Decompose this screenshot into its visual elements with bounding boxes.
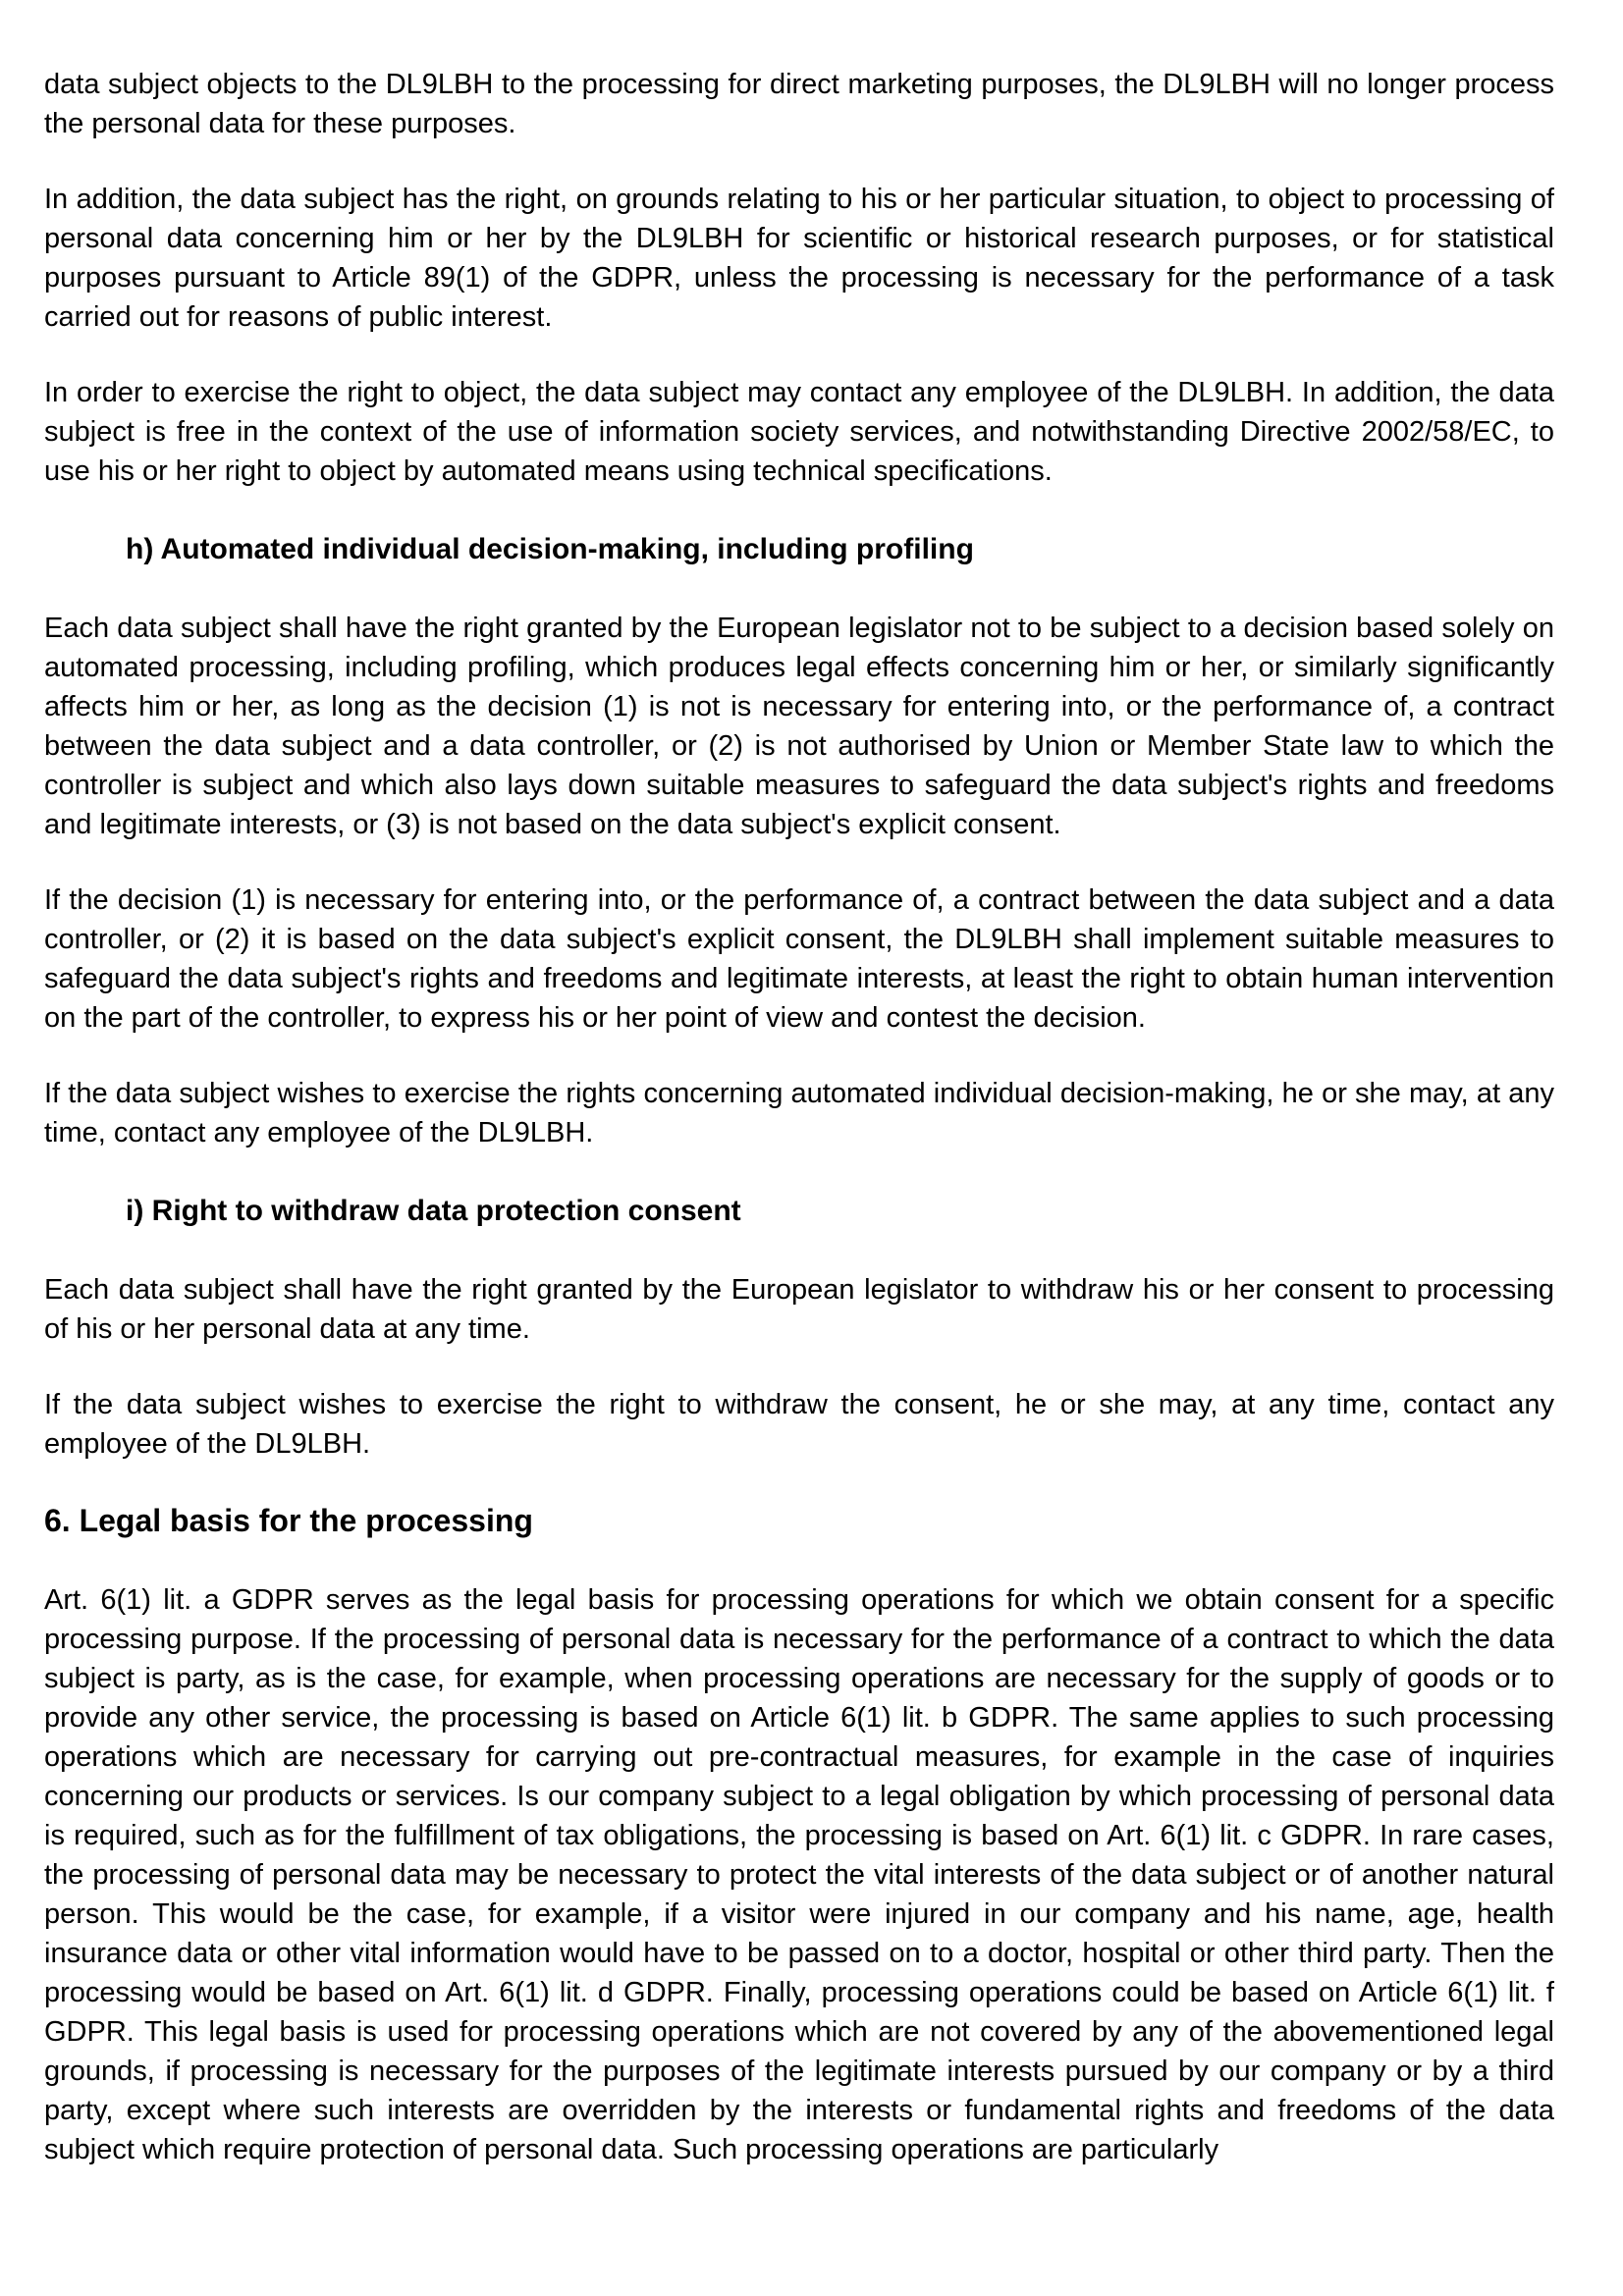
paragraph-automated-decision-right: Each data subject shall have the right granted by the European legislator not to be subject to a decision based solely on automated processing, including profiling, which produces legal effects concerning him or her, or similarly significantly affects him or her, as long as the decision (1) is not is necessary for entering into, or the performance of, a contract between the data subject and a data controller, or (2) is not authorised by Union or Member State law to which the controller is subject and which also lays down suitable measures to safeguard the data subject's rights and freedoms and legitimate interests, or (3) is not based on the data subject's explicit consent. bbox=[44, 613, 1554, 840]
paragraph-continuation: data subject objects to the DL9LBH to the processing for direct marketing purposes, the DL9LBH will no longer process the personal data for these purposes. bbox=[44, 69, 1554, 139]
subsection-heading-h: h) Automated individual decision-making, including profiling bbox=[126, 533, 974, 565]
section-heading-legal-basis: 6. Legal basis for the processing bbox=[44, 1503, 533, 1538]
paragraph-withdraw-consent-right: Each data subject shall have the right granted by the European legislator to withdraw his or her consent to processing of his or her personal data at any time. bbox=[44, 1274, 1554, 1345]
paragraph-legal-basis-body: Art. 6(1) lit. a GDPR serves as the legal basis for processing operations for which we obtain consent for a specific processing purpose. If the processing of personal data is necessary for the performance of a contract to which the data subject is party, as is the case, for example, when processing operations are necessary for the supply of goods or to provide any other service, the processing is based on Article 6(1) lit. b GDPR. The same applies to such processing operations which are necessary for carrying out pre-contractual measures, for example in the case of inquiries concerning our products or services. Is our company subject to a legal obligation by which processing of personal data is required, such as for the fulfillment of tax obligations, the processing is based on Art. 6(1) lit. c GDPR. In rare cases, the processing of personal data may be necessary to protect the vital interests of the data subject or of another natural person. This would be the case, for example, if a visitor were injured in our company and his name, age, health insurance data or other vital information would have to be passed on to a doctor, hospital or other third party. Then the processing would be based on Art. 6(1) lit. d GDPR. Finally, processing operations could be based on Article 6(1) lit. f GDPR. This legal basis is used for processing operations which are not covered by any of the abovementioned legal grounds, if processing is necessary for the purposes of the legitimate interests pursued by our company or by a third party, except where such interests are overridden by the interests or fundamental rights and freedoms of the data subject which require protection of personal data. Such processing operations are particularly bbox=[44, 1584, 1554, 2165]
paragraph-automated-decision-safeguards: If the decision (1) is necessary for entering into, or the performance of, a contract between the data subject and a data controller, or (2) it is based on the data subject's explicit consent, the DL9LBH shall implement suitable measures to safeguard the data subject's rights and freedoms and legitimate interests, at least the right to obtain human intervention on the part of the controller, to express his or her point of view and contest the decision. bbox=[44, 884, 1554, 1034]
document-body bbox=[44, 65, 1554, 2169]
subsection-heading-i: i) Right to withdraw data protection consent bbox=[126, 1195, 741, 1227]
paragraph-right-to-object: In addition, the data subject has the right, on grounds relating to his or her particular situation, to object to processing of personal data concerning him or her by the DL9LBH for scientific or historical research purposes, or for statistical purposes pursuant to Article 89(1) of the GDPR, unless the processing is necessary for the performance of a task carried out for reasons of public interest. bbox=[44, 184, 1554, 333]
paragraph-withdraw-consent-contact: If the data subject wishes to exercise the right to withdraw the consent, he or she may, at any time, contact any employee of the DL9LBH. bbox=[44, 1389, 1554, 1460]
paragraph-exercise-right-to-object: In order to exercise the right to object, the data subject may contact any employee of the DL9LBH. In addition, the data subject is free in the context of the use of information society services, and notwithstanding Directive 2002/58/EC, to use his or her right to object by automated means using technical specifications. bbox=[44, 377, 1554, 487]
paragraph-automated-decision-contact: If the data subject wishes to exercise the rights concerning automated individual decision-making, he or she may, at any time, contact any employee of the DL9LBH. bbox=[44, 1078, 1554, 1148]
